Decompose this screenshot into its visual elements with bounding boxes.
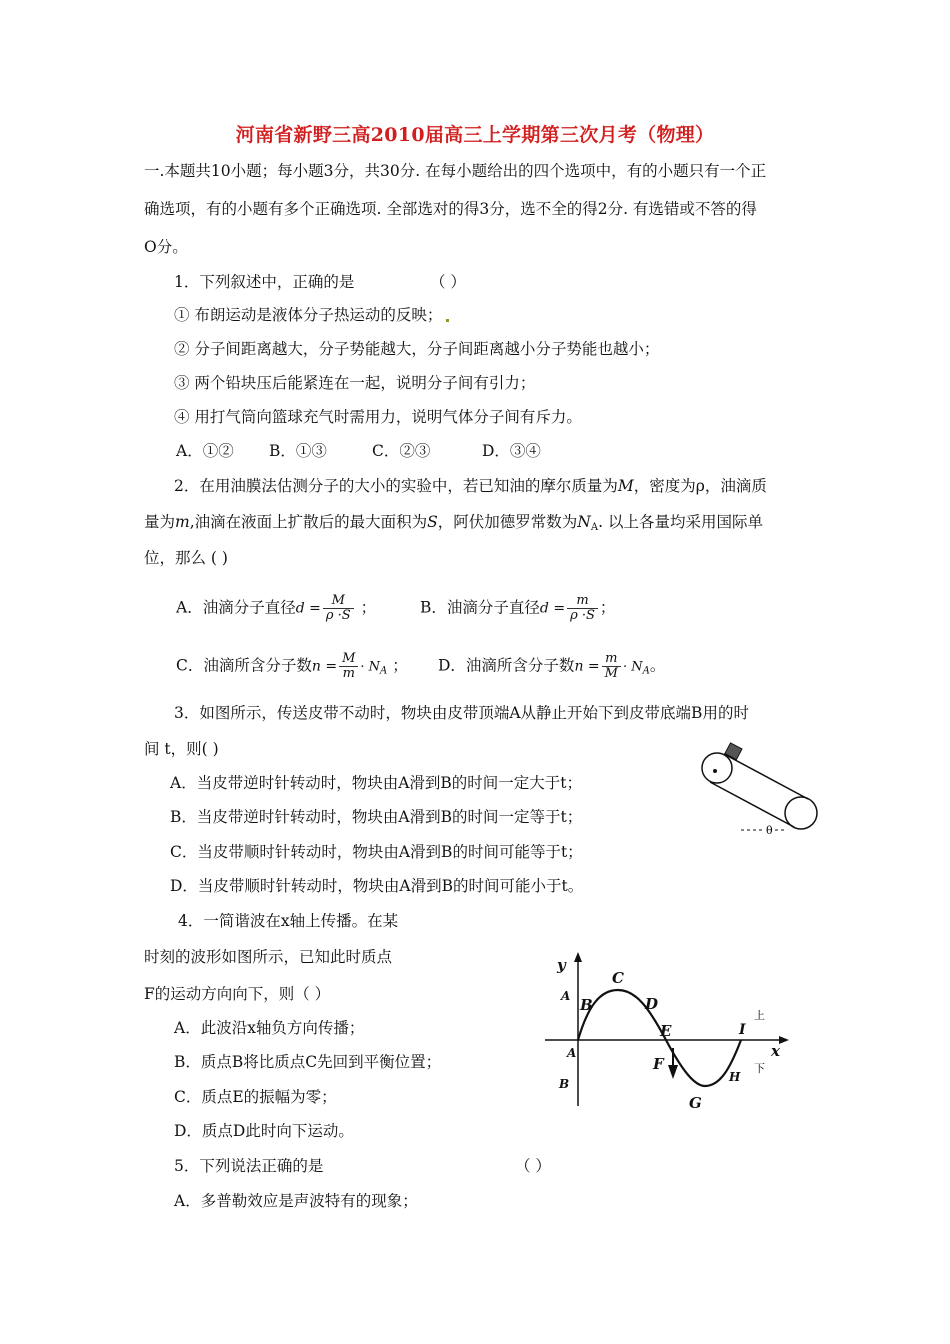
q2-option-d-label: D．油滴所含分子数 bbox=[438, 656, 575, 675]
q1-option-b: B．①③ bbox=[269, 442, 327, 460]
q2-line-1-text: 2．在用油膜法估测分子的大小的实验中，若已知油的摩尔质量为 bbox=[174, 477, 618, 495]
label-down: 下 bbox=[754, 1062, 765, 1075]
fraction-denominator: M bbox=[604, 666, 618, 681]
q2-option-a-end: ； bbox=[360, 598, 377, 617]
q2-line-1 bbox=[174, 476, 767, 496]
fraction-denominator: m bbox=[342, 666, 355, 681]
q2-option-d bbox=[438, 652, 665, 682]
q2-symbol-S: S bbox=[427, 513, 438, 531]
q3-option-a: A．当皮带逆时针转动时，物块由A滑到B的时间一定大于t； bbox=[170, 774, 583, 792]
q3-option-c: C．当皮带顺时针转动时，物块由A滑到B的时间可能等于t； bbox=[170, 843, 583, 861]
x-axis-arrow bbox=[779, 1036, 789, 1044]
label-a-top: A bbox=[561, 989, 571, 1003]
q1-item-1 bbox=[174, 305, 449, 325]
belt-upper bbox=[724, 754, 808, 799]
intro-line-3: O分。 bbox=[144, 238, 188, 256]
q2-option-a-var: d = bbox=[295, 600, 321, 617]
q5-option-a: A．多普勒效应是声波特有的现象； bbox=[174, 1192, 418, 1210]
label-a-mid: A bbox=[567, 1046, 577, 1060]
q2-option-b-end: ； bbox=[599, 598, 616, 617]
y-axis-arrow bbox=[574, 952, 582, 962]
q2-symbol-NA: N bbox=[577, 513, 591, 531]
q4-line-1: 4．一简谐波在x轴上传播。在某 bbox=[178, 912, 399, 930]
label-d: D bbox=[645, 995, 659, 1013]
q1-item-1-text: ① 布朗运动是液体分子热运动的反映； bbox=[174, 306, 443, 324]
q3-option-b: B．当皮带逆时针转动时，物块由A滑到B的时间一定等于t； bbox=[170, 808, 583, 826]
fraction-numerator: m bbox=[567, 594, 598, 609]
fraction-numerator: M bbox=[323, 594, 354, 609]
q2-line-3: 位，那么 ( ) bbox=[144, 549, 228, 567]
q2-option-d-var: n = bbox=[574, 658, 600, 675]
label-y: y bbox=[557, 956, 566, 974]
fraction-denominator: ρ ·S bbox=[570, 608, 595, 623]
q3-option-d: D．当皮带顺时针转动时，物块由A滑到B的时间可能小于t。 bbox=[170, 877, 584, 895]
q2-line-1-text-b: ，密度为ρ，油滴质 bbox=[633, 477, 767, 495]
q1-option-d: D．③④ bbox=[482, 442, 541, 460]
q2-option-c-end: · N bbox=[360, 659, 381, 675]
label-c: C bbox=[612, 969, 624, 987]
q1-answer-bracket: （ ） bbox=[430, 273, 466, 291]
q2-line-2 bbox=[144, 512, 763, 538]
label-i: I bbox=[739, 1022, 746, 1038]
q2-option-d-sub: A bbox=[642, 665, 650, 677]
q1-item-2: ② 分子间距离越大，分子势能越大，分子间距离越小分子势能也越小； bbox=[174, 340, 660, 358]
fraction-numerator: M bbox=[339, 652, 358, 667]
q1-item-4: ④ 用打气筒向篮球充气时需用力，说明气体分子间有斥力。 bbox=[174, 408, 582, 426]
q2-symbol-m: m bbox=[175, 513, 190, 531]
q2-option-d-fraction bbox=[602, 652, 621, 681]
q2-option-b-var: d = bbox=[539, 600, 566, 617]
q2-option-c-fraction bbox=[339, 652, 358, 681]
q1-option-c: C．②③ bbox=[372, 442, 431, 460]
q3-line-1: 3．如图所示，传送皮带不动时，物块由皮带顶端A从静止开始下到皮带底端B用的时 bbox=[174, 704, 749, 722]
q2-option-b bbox=[420, 594, 615, 623]
q4-option-a: A．此波沿x轴负方向传播； bbox=[174, 1019, 365, 1037]
label-e: E bbox=[660, 1022, 672, 1040]
wave-figure bbox=[545, 948, 795, 1113]
theta-label: θ bbox=[766, 824, 773, 837]
q1-stem-text: 1．下列叙述中，正确的是 bbox=[174, 273, 355, 291]
top-pulley-axle bbox=[713, 769, 717, 773]
q2-line-2-text-d: . 以上各量均采用国际单 bbox=[598, 513, 763, 531]
q2-symbol-NA-sub: A bbox=[590, 522, 599, 533]
label-b-bottom: B bbox=[559, 1077, 570, 1091]
fraction-numerator: m bbox=[602, 652, 621, 667]
q2-option-a-fraction bbox=[323, 594, 354, 623]
q2-option-c-var: n = bbox=[311, 658, 338, 675]
q1-option-a: A．①② bbox=[176, 442, 234, 460]
exam-title: 河南省新野三高2010届高三上学期第三次月考（物理） bbox=[235, 124, 715, 146]
q4-line-3: F的运动方向向下，则（ ） bbox=[144, 985, 331, 1003]
q1-stem bbox=[174, 272, 354, 292]
q4-option-b: B．质点B将比质点C先回到平衡位置； bbox=[174, 1053, 442, 1071]
label-g: G bbox=[689, 1094, 702, 1112]
q2-option-c-semicolon: ； bbox=[392, 656, 408, 675]
q2-option-c-sub: A bbox=[380, 665, 388, 677]
conveyor-belt-figure bbox=[695, 735, 825, 840]
intro-line-2: 确选项，有的小题有多个正确选项. 全部选对的得3分，选不全的得2分. 有选错或不答的得 bbox=[144, 200, 757, 218]
q2-option-c-label: C．油滴所含分子数 bbox=[176, 656, 312, 675]
q3-line-2: 间 t，则( ) bbox=[144, 740, 219, 758]
label-f: F bbox=[653, 1055, 664, 1073]
q2-option-d-end: · N bbox=[622, 659, 643, 675]
q5-stem: 5．下列说法正确的是 bbox=[174, 1157, 324, 1175]
q1-item-3: ③ 两个铅块压后能紧连在一起，说明分子间有引力； bbox=[174, 374, 536, 392]
q2-option-a bbox=[176, 594, 376, 623]
q2-option-a-label: A．油滴分子直径 bbox=[176, 598, 296, 617]
q5-answer-bracket: （ ） bbox=[515, 1157, 551, 1175]
q2-line-2-text-b: ,油滴在液面上扩散后的最大面积为 bbox=[189, 513, 428, 531]
q2-symbol-M: M bbox=[617, 477, 634, 495]
q4-option-c: C．质点E的振幅为零； bbox=[174, 1088, 337, 1106]
label-h: H bbox=[729, 1070, 741, 1084]
q2-line-2-text: 量为 bbox=[144, 513, 176, 531]
q2-option-b-label: B．油滴分子直径 bbox=[420, 598, 540, 617]
speck-mark bbox=[446, 319, 449, 322]
label-x: x bbox=[771, 1042, 780, 1060]
q2-option-d-period: 。 bbox=[649, 656, 666, 675]
q2-option-b-fraction bbox=[567, 594, 598, 623]
label-up: 上 bbox=[754, 1009, 765, 1022]
q4-option-d: D．质点D此时向下运动。 bbox=[174, 1122, 354, 1140]
intro-line-1: 一.本题共10小题；每小题3分，共30分. 在每小题给出的四个选项中，有的小题只有一个正 bbox=[144, 162, 767, 180]
q2-line-2-text-c: ，阿伏加德罗常数为 bbox=[437, 513, 578, 531]
f-velocity-arrow bbox=[668, 1065, 678, 1079]
q4-line-2: 时刻的波形如图所示，已知此时质点 bbox=[144, 948, 393, 966]
fraction-denominator: ρ ·S bbox=[325, 608, 351, 623]
label-b: B bbox=[580, 996, 593, 1014]
q2-option-c bbox=[176, 652, 408, 682]
belt-lower bbox=[710, 782, 794, 827]
top-pulley bbox=[702, 753, 732, 783]
